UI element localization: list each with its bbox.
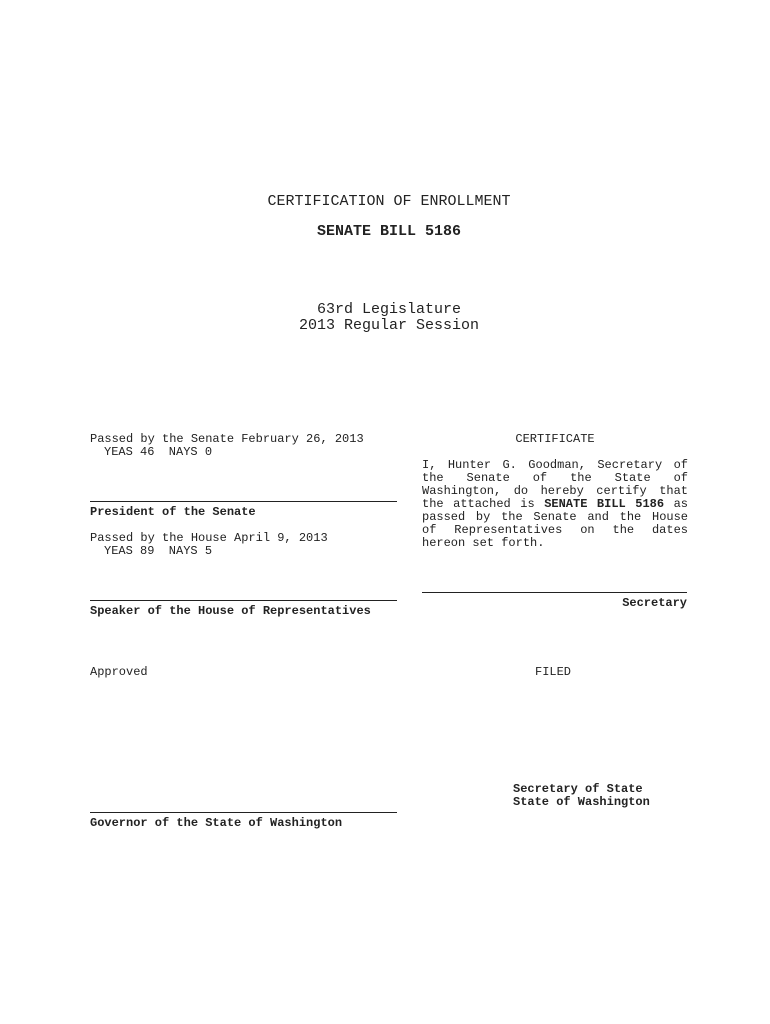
president-signature-line (90, 501, 397, 502)
legislature-label: 63rd Legislature (316, 301, 462, 318)
session-label: 2013 Regular Session (298, 317, 480, 334)
secretary-of-state-label: Secretary of State (513, 782, 643, 796)
secretary-label: Secretary (622, 596, 687, 610)
state-of-washington-label: State of Washington (513, 795, 650, 809)
senate-votes-text: YEAS 46 NAYS 0 (104, 445, 213, 459)
governor-label: Governor of the State of Washington (90, 816, 343, 830)
certificate-text-after: as passed by the Senate and the House of Representatives on the dates hereon set forth. (422, 497, 689, 550)
speaker-signature-line (90, 600, 397, 601)
filed-label: FILED (535, 665, 572, 679)
president-of-senate-label: President of the Senate (90, 505, 256, 519)
house-votes-text: YEAS 89 NAYS 5 (104, 544, 213, 558)
senate-passed-text: Passed by the Senate February 26, 2013 (90, 432, 364, 446)
secretary-signature-line (422, 592, 687, 593)
governor-signature-line (90, 812, 397, 813)
bill-title: SENATE BILL 5186 (316, 223, 462, 240)
speaker-of-house-label: Speaker of the House of Representatives (90, 604, 371, 618)
approved-label: Approved (90, 665, 148, 679)
certificate-bill-name: SENATE BILL 5186 (544, 497, 665, 511)
certificate-heading: CERTIFICATE (515, 432, 595, 446)
certificate-text-before: I, Hunter G. Goodman, Secretary of the Senate of the State of Washington, do hereby certify that the attached is (422, 458, 688, 511)
certification-title: CERTIFICATION OF ENROLLMENT (267, 193, 511, 210)
house-passed-text: Passed by the House April 9, 2013 (90, 531, 328, 545)
certificate-statement (422, 459, 688, 550)
